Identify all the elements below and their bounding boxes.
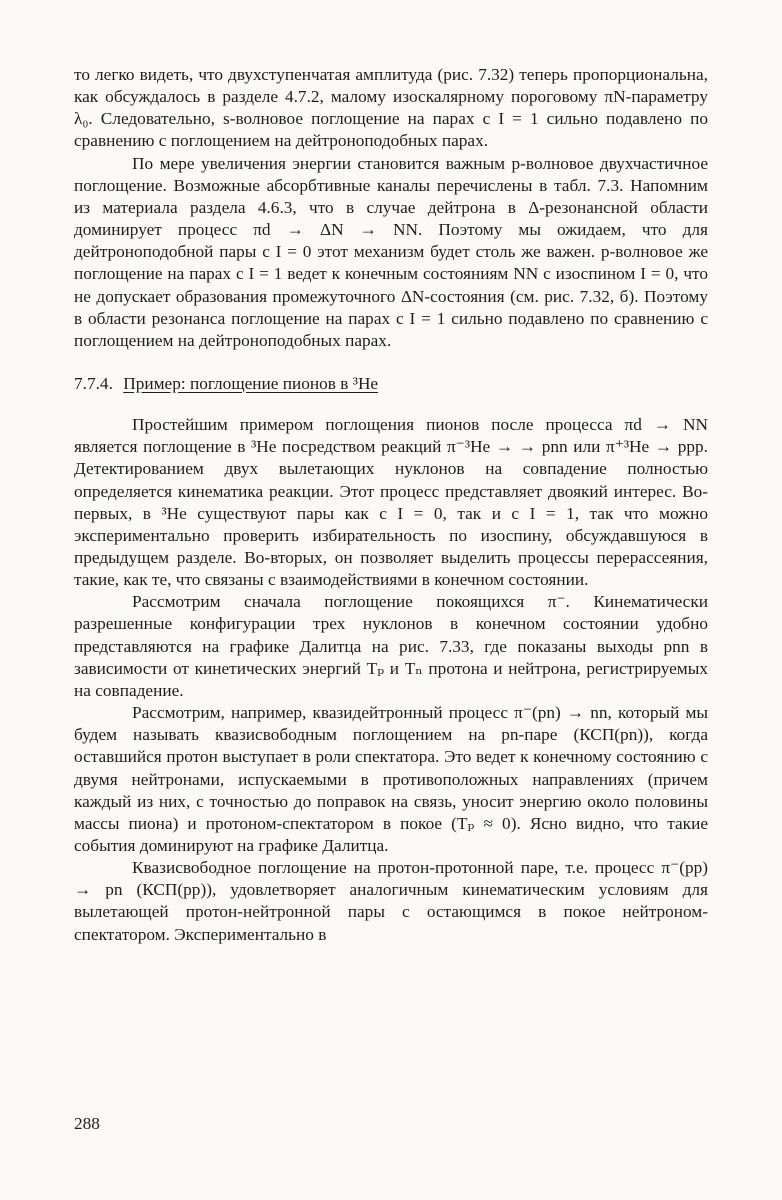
paragraph: Рассмотрим сначала поглощение покоящихся π⁻. Кинематически разрешенные конфигурации трех нуклонов в конечном состоянии удобно представляются на графике Далитца на рис. 7.33, где показаны выходы pnn в зависимости от кинетических энергий Tₚ и Tₙ протона и нейтрона, регистрируемых на совпадение. <box>74 592 708 700</box>
page-number: 288 <box>74 1114 100 1133</box>
text-block <box>74 64 708 946</box>
section-heading <box>74 370 708 398</box>
section-number: 7.7.4. <box>74 374 113 394</box>
paragraph: Простейшим примером поглощения пионов после процесса πd → NN является поглощение в ³He посредством реакций π⁻³He → → pnn или π⁺³He → ppp. Детектированием двух вылетающих нуклонов на совпадение полностью определяется кинематика реакции. Этот процесс представляет двоякий интерес. Во-первых, в ³He существуют пары как с I = 0, так и с I = 1, так что можно экспериментально проверить избирательность по изоспину, обсуждавшуюся в предыдущем разделе. Во-вторых, он позволяет выделить процессы перерассеяния, такие, как те, что связаны с взаимодействиями в конечном состоянии. <box>74 415 708 590</box>
paragraph: По мере увеличения энергии становится важным p-волновое двухчастичное поглощение. Возможные абсорбтивные каналы перечислены в табл. 7.3. Напомним из материала раздела 4.6.3, что в случае дейтрона в Δ-резонансной области доминирует процесс πd → ΔN → NN. Поэтому мы ожидаем, что для дейтроноподобной пары с I = 0 этот механизм будет столь же важен. p-волновое же поглощение на парах с I = 1 ведет к конечным состояниям NN с изоспином I = 0, что не допускает образования промежуточного ΔN-состояния (см. рис. 7.32, б). Поэтому в области резонанса поглощение на парах с I = 1 сильно подавлено по сравнению с поглощением на дейтроноподобных парах. <box>74 153 708 350</box>
paragraph-continuation: то легко видеть, что двухступенчатая амплитуда (рис. 7.32) теперь пропорциональна, как обсуждалось в разделе 4.7.2, малому изоскалярному пороговому πN-параметру λ₀. Следовательно, s-волновое поглощение на парах с I = 1 сильно подавлено по сравнению с поглощением на дейтроноподобных парах. <box>74 65 708 151</box>
paragraph: Рассмотрим, например, квазидейтронный процесс π⁻(pn) → nn, который мы будем называть квазисвободным поглощением на pn-паре (КСП(pn)), когда оставшийся протон выступает в роли спектатора. Это ведет к конечному состоянию с двумя нейтронами, испускаемыми в противоположных направлениях (причем каждый из них, с точностью до поправок на связь, уносит энергию около половины массы пиона) и протоном-спектатором в покое (Tₚ ≈ 0). Ясно видно, что такие события доминируют на графике Далитца. <box>74 703 708 855</box>
section-title: Пример: поглощение пионов в ³He <box>123 374 379 394</box>
paragraph: Квазисвободное поглощение на протон-протонной паре, т.е. процесс π⁻(pp) → pn (КСП(pp)), удовлетворяет аналогичным кинематическим условиям для вылетающей протон-нейтронной пары с остающимся в покое нейтроном-спектатором. Экспериментально в <box>74 858 708 944</box>
